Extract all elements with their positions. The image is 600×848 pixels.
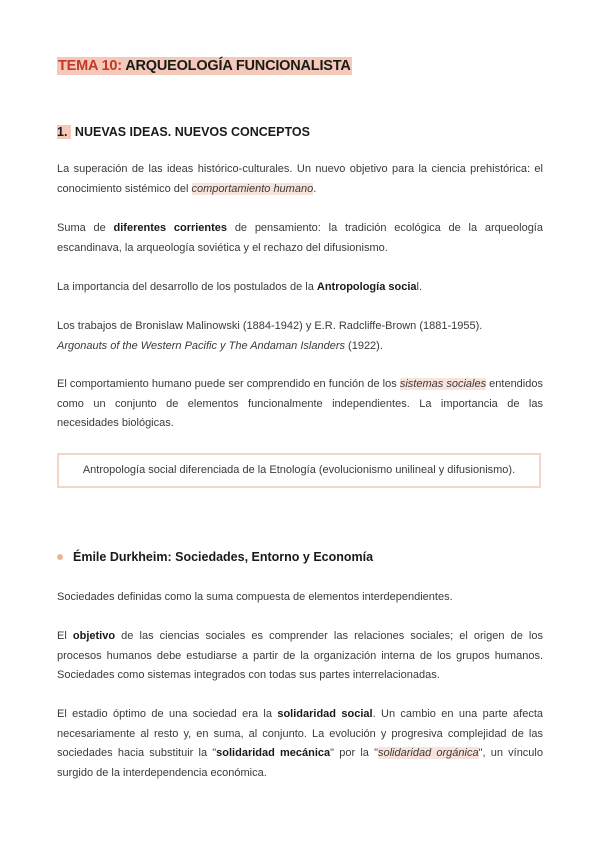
title-text: ARQUEOLOGÍA FUNCIONALISTA [125,58,351,74]
paragraph-2 [57,219,543,258]
section-number: 1. [57,125,71,139]
text-run: El comportamiento humano puede ser comprendido en función de los [57,378,400,390]
highlighted-term: comportamiento humano [191,182,314,195]
bullet-dot-icon [57,554,63,560]
bold-term: solidaridad mecánica [216,747,331,759]
paragraph-7 [57,627,543,686]
text-run: La importancia del desarrollo de los postulados de la [57,281,317,293]
text-run: . [313,182,317,195]
bold-term: Antropología socia [316,281,417,293]
text-run: El [57,630,73,642]
highlighted-term: solidaridad orgánica [378,747,479,759]
text-run: . Un cambio en una parte afecta necesariamente al resto y, en suma, al conjunto. La evolución y progresiva complejidad de las sociedades hacia substituir la " [57,708,544,759]
page-title [57,57,352,75]
paragraph-6: Sociedades definidas como la suma compuesta de elementos interdependientes. [57,591,453,603]
bold-term: objetivo [72,630,116,642]
text-run: l. [416,281,423,293]
text-run: Los trabajos de Bronislaw Malinowski (1884-1942) y E.R. Radcliffe-Brown (1881-1955). [57,320,483,332]
paragraph-1 [57,160,543,199]
text-run: El estadio óptimo de una sociedad era la [57,708,278,720]
text-run: (1922). [344,339,383,352]
paragraph-4 [57,317,543,356]
title-number: TEMA 10: [58,58,122,74]
text-run: Suma de [57,222,114,234]
paragraph-3 [57,278,543,298]
text-run: entendidos como un conjunto de elementos funcionalmente independientes. La importancia de las necesidades biológicas. [57,378,543,429]
bold-term: solidaridad social [277,708,373,720]
text-run: de pensamiento: la tradición ecológica de la arqueología escandinava, la arqueología soviética y el rechazo del difusionismo. [57,222,543,254]
highlighted-term: sistemas sociales [399,378,487,390]
text-run: de las ciencias sociales es comprender las relaciones sociales; el origen de los procesos humanos debe estudiarse a partir de la organización interna de los grupos humanos. Sociedades como sistemas integrados con todas sus partes interrelacionadas. [57,630,543,681]
paragraph-8 [57,705,543,783]
text-run: ", un vínculo surgido de la interdependencia económica. [57,747,543,779]
bold-term: diferentes corrientes [113,222,228,234]
italic-titles: Argonauts of the Western Pacific y The Andaman Islanders [57,339,345,352]
paragraph-5 [57,375,543,434]
text-run: " por la " [330,747,378,759]
section-title: NUEVAS IDEAS. NUEVOS CONCEPTOS [74,125,310,139]
callout-box: Antropología social diferenciada de la Etnología (evolucionismo unilineal y difusionismo). [57,453,541,488]
text-run: La superación de las ideas histórico-culturales. Un nuevo objetivo para la ciencia prehistórica: el conocimiento sistémico del [57,163,543,195]
bullet-heading [57,550,373,564]
bullet-heading-text: Émile Durkheim: Sociedades, Entorno y Economía [73,550,374,564]
section-heading [57,125,310,139]
